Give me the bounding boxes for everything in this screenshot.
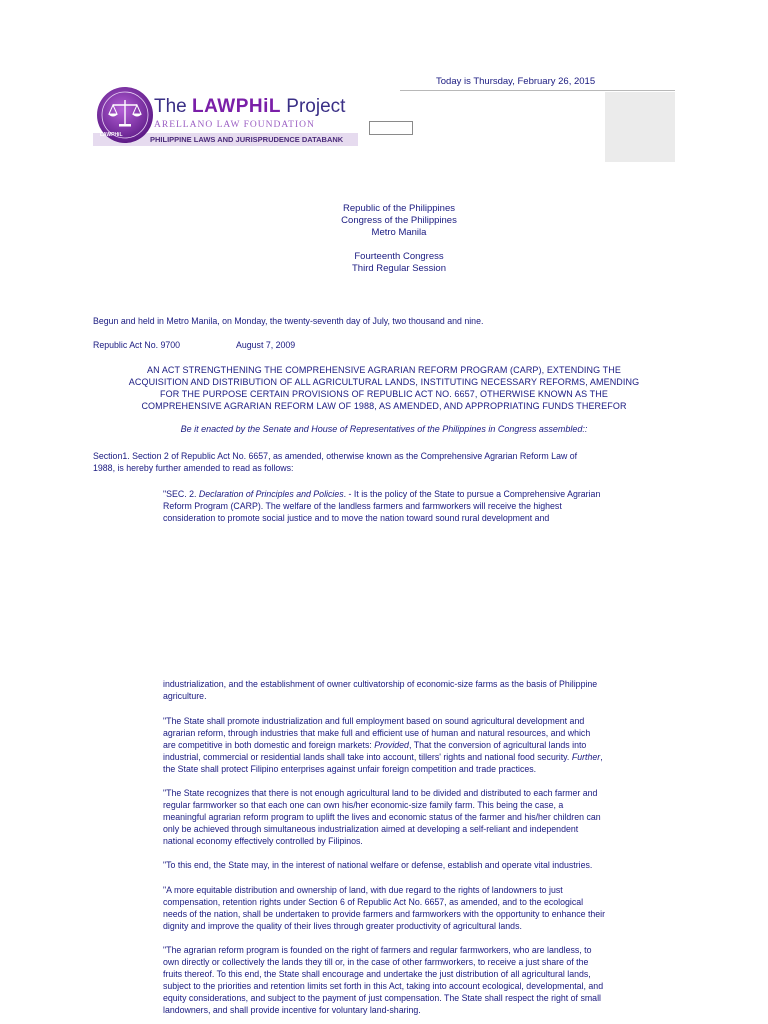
text-line: "The State recognizes that there is not enough agricultural land to be divided and distributed to each farmer and: [163, 788, 598, 798]
founded-paragraph: [163, 944, 675, 1016]
enacting-clause: Be it enacted by the Senate and House of Representatives of the Philippines in Congress assembled::: [180, 424, 588, 434]
text-line: regular farmworker so that each one can own his/her economic-size family farm. This being the case, a: [163, 800, 564, 810]
session-block: [200, 251, 598, 275]
begun-line: Begun and held in Metro Manila, on Monday, the twenty-seventh day of July, two thousand and nine.: [93, 316, 484, 326]
heading-congress: Congress of the Philippines: [341, 215, 457, 226]
text-line: agrarian reform, through industries that make full and efficient use of human and natural resources, and which: [163, 728, 591, 738]
text-line: only be achieved through simultaneous industrialization aimed at developing a self-reliant and independent: [163, 824, 579, 834]
act-title-line: FOR THE PURPOSE CERTAIN PROVISIONS OF REPUBLIC ACT NO. 6657, OTHERWISE KNOWN AS THE: [160, 389, 608, 399]
text-line: landowners, and shall provide incentive for voluntary land-sharing.: [163, 1005, 421, 1015]
date-text: Today is Thursday, February 26, 2015: [436, 76, 596, 87]
logo-tagline: PHILIPPINE LAWS AND JURISPRUDENCE DATABANK: [150, 135, 344, 144]
heading-session: Third Regular Session: [352, 263, 446, 274]
heading-block: [200, 203, 598, 239]
recognizes-paragraph: [163, 787, 675, 847]
continued-paragraph: [163, 678, 675, 702]
text-line: the State shall protect Filipino enterprises against unfair foreign competition and trade practices.: [163, 764, 537, 774]
text-line: own directly or collectively the lands they till or, in the case of other farmworkers, to receive a just share of the: [163, 957, 589, 967]
act-title: [93, 364, 675, 412]
search-input[interactable]: [369, 121, 413, 135]
act-number: Republic Act No. 9700: [93, 340, 181, 350]
heading-congress-number: Fourteenth Congress: [354, 251, 444, 262]
act-title-line: ACQUISITION AND DISTRIBUTION OF ALL AGRICULTURAL LANDS, INSTITUTING NECESSARY REFORMS, AMENDING: [128, 377, 640, 387]
text-line: "SEC. 2. Declaration of Principles and Policies. - It is the policy of the State to pursue a Comprehensive Agrarian: [163, 489, 601, 499]
text-line: are competitive in both domestic and foreign markets: Provided, That the conversion of agricultural lands into: [163, 740, 587, 750]
heading-location: Metro Manila: [371, 227, 427, 238]
text-line: Section1. Section 2 of Republic Act No. 6657, as amended, otherwise known as the Comprehensive Agrarian Reform Law of: [93, 451, 578, 461]
act-title-line: AN ACT STRENGTHENING THE COMPREHENSIVE AGRARIAN REFORM PROGRAM (CARP), EXTENDING THE: [147, 365, 621, 375]
equitable-paragraph: [163, 884, 675, 932]
text-line: 1988, is hereby further amended to read as follows:: [93, 463, 294, 473]
text-line: consideration to promote social justice and to move the nation toward sound rural development and: [163, 513, 550, 523]
logo-title: The LAWPHiL Project: [154, 96, 346, 117]
text-line: equity considerations, and subject to the payment of just compensation. The State shall respect the right of small: [163, 993, 601, 1003]
header-side-panel: [605, 92, 675, 162]
text-line: national economy effectively controlled by Filipinos.: [163, 836, 363, 846]
act-title-line: COMPREHENSIVE AGRARIAN REFORM LAW OF 1988, AS AMENDED, AND APPROPRIATING FUNDS THEREFOR: [141, 401, 627, 411]
industrialization-paragraph: [163, 715, 675, 775]
section-1: [93, 450, 675, 474]
text-line: "The State shall promote industrialization and full employment based on sound agricultural development and: [163, 716, 585, 726]
text-line: dignity and improve the quality of their lives through greater productivity of agricultural lands.: [163, 921, 522, 931]
text-line: "A more equitable distribution and ownership of land, with due regard to the rights of landowners to just: [163, 885, 563, 895]
text-line: "The agrarian reform program is founded on the right of farmers and regular farmworkers, who are landless, to: [163, 945, 592, 955]
text-line: meaningful agrarian reform program to uplift the lives and economic status of the farmer and his/her children can: [163, 812, 601, 822]
text-line: subject to the priorities and retention limits set forth in this Act, taking into account ecological, developmental, and: [163, 981, 604, 991]
text-line: needs of the nation, shall be undertaken to provide farmers and farmworkers with the opportunity to enhance their: [163, 909, 606, 919]
seal-text: LAWPHiL: [100, 132, 123, 138]
to-this-end-paragraph: "To this end, the State may, in the interest of national welfare or defense, establish and operate vital industries.: [163, 860, 593, 870]
header-rule: [400, 90, 675, 91]
logo-subtitle: ARELLANO LAW FOUNDATION: [154, 120, 315, 130]
text-line: Reform Program (CARP). The welfare of the landless farmers and farmworkers will receive the highest: [163, 501, 562, 511]
text-line: agriculture.: [163, 691, 207, 701]
text-line: compensation, retention rights under Section 6 of Republic Act No. 6657, as amended, and to the ecological: [163, 897, 584, 907]
sec-2-paragraph: [163, 488, 675, 524]
text-line: industrialization, and the establishment of owner cultivatorship of economic-size farms as the basis of Philippine: [163, 679, 598, 689]
text-line: fruits thereof. To this end, the State shall encourage and undertake the just distribution of all agricultural lands,: [163, 969, 591, 979]
text-line: industrial, commercial or residential lands shall take into account, tillers' rights and national food security. Further,: [163, 752, 603, 762]
act-date: August 7, 2009: [236, 340, 296, 350]
heading-republic: Republic of the Philippines: [343, 203, 455, 214]
